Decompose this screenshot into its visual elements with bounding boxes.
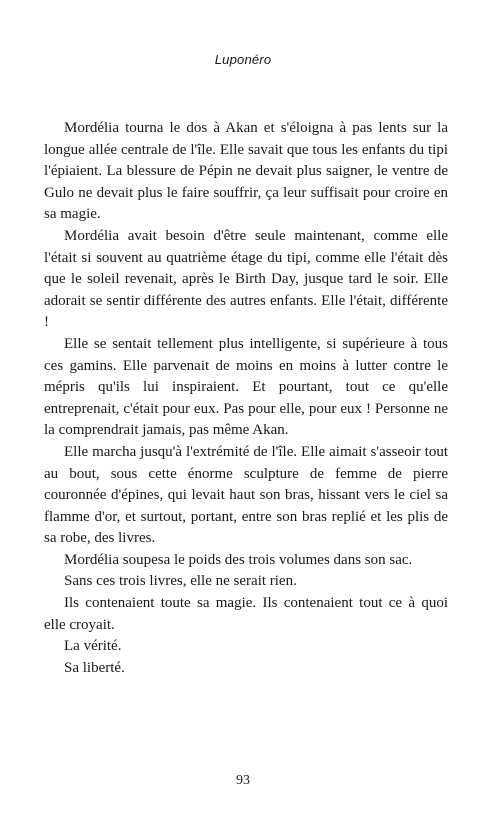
body-text (44, 118, 448, 679)
page-number: 93 (236, 773, 250, 788)
paragraph-4: Elle marcha jusqu'à l'extrémité de l'île. Elle aimait s'asseoir tout au bout, sous cette énorme sculpture de femme de pierre couronnée d'épines, qui levait haut son bras, hissant vers le ciel sa flamme d'or, et surtout, portant, entre son bras replié et les plis de sa robe, des livres. (44, 443, 448, 547)
paragraph-1: Mordélia tourna le dos à Akan et s'éloigna à pas lents sur la longue allée centrale de l'île. Elle savait que tous les enfants du tipi l'épiaient. La blessure de Pépin ne devait plus saigner, le ventre de Gulo ne devait plus le faire souffrir, ça leur suffisait pour croire en sa magie. (44, 120, 448, 223)
paragraph-9: Sa liberté. (64, 659, 125, 676)
paragraph-7: Ils contenaient toute sa magie. Ils contenaient tout ce à quoi elle croyait. (44, 595, 448, 633)
paragraph-2: Mordélia avait besoin d'être seule maintenant, comme elle l'était si souvent au quatrième étage du tipi, comme elle l'était dès que le soleil revenait, après le Birth Day, jusque tard le soir. Elle adorait se sentir différente des autres enfants. Elle l'était, différente ! (44, 227, 448, 331)
paragraph-3: Elle se sentait tellement plus intelligente, si supérieure à tous ces gamins. Elle parvenait de moins en moins à lutter contre le mépris qu'ils lui inspiraient. Et pourtant, tout ce qu'elle entreprenait, c'était pour eux. Pas pour elle, pour eux ! Personne ne la comprendrait jamais, pas même Akan. (44, 335, 448, 439)
paragraph-5: Mordélia soupesa le poids des trois volumes dans son sac. (64, 551, 413, 568)
running-head: Luponéro (214, 52, 272, 67)
paragraph-8: La vérité. (64, 638, 122, 655)
paragraph-6: Sans ces trois livres, elle ne serait rien. (64, 573, 297, 590)
